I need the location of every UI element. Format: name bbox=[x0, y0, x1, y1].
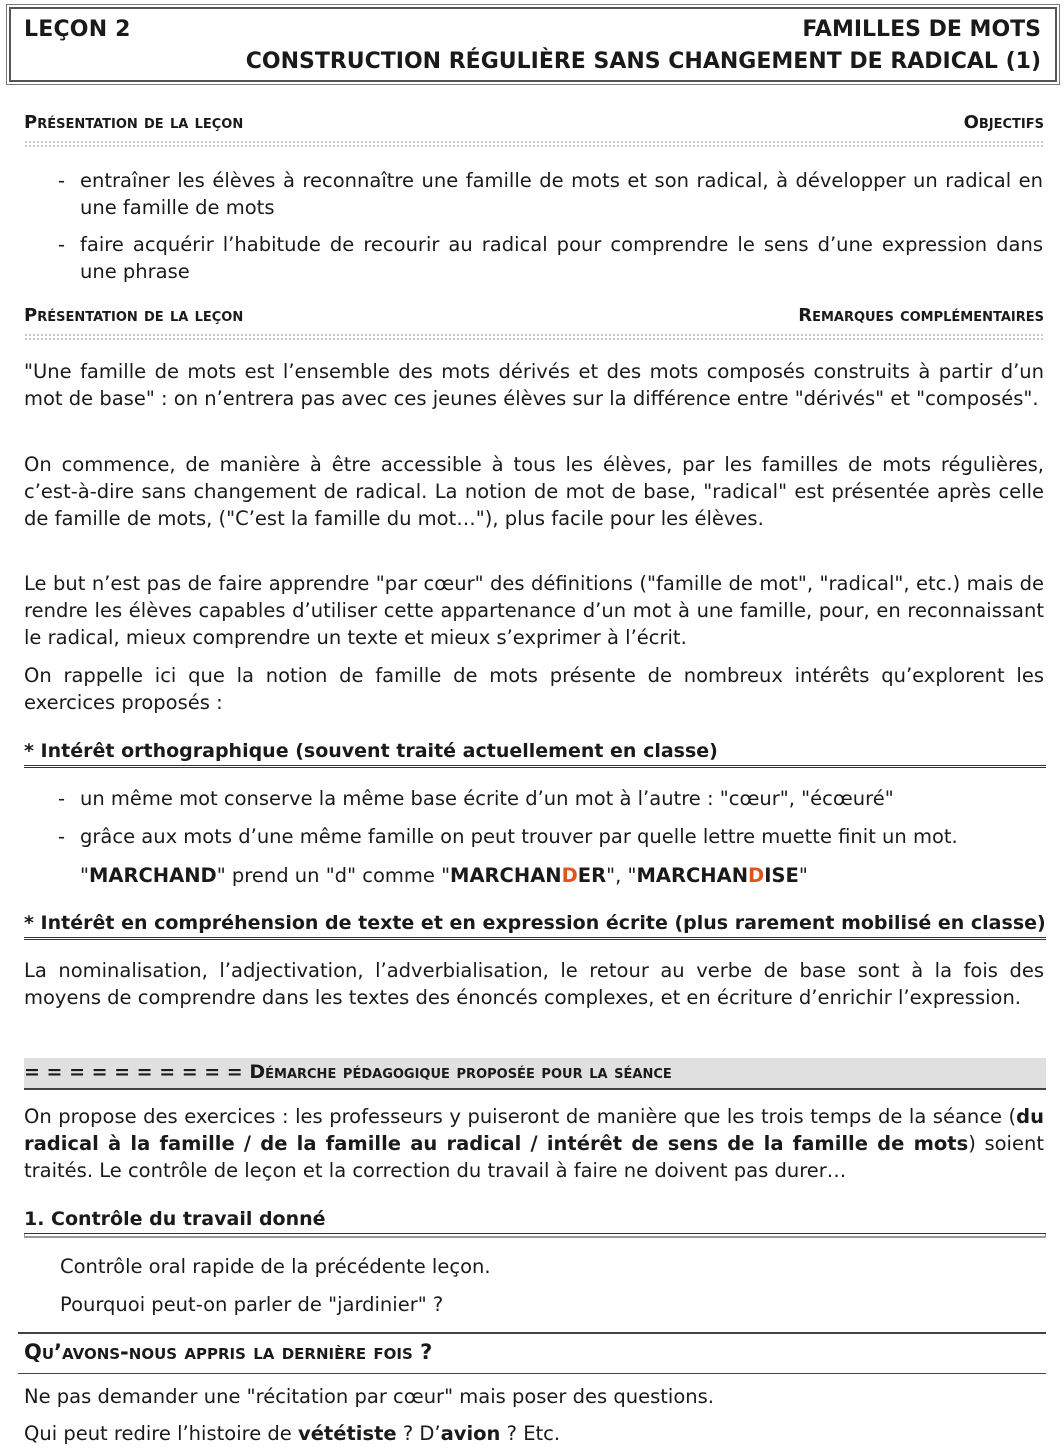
interet-orthographique-heading: * Intérêt orthographique (souvent traité actuellement en classe) bbox=[24, 740, 1046, 768]
paragraph: On commence, de manière à être accessible à tous les élèves, par les familles de mots régulières, c’est-à-dire sans changement de radical. La notion de mot de base, "radical" est présentée après celle de famille de mots, ("C’est la famille du mot…"), plus facile pour les élèves. bbox=[24, 453, 1044, 530]
derniere-divider-top bbox=[18, 1332, 1046, 1334]
section-left-label: Présentation de la leçon bbox=[24, 305, 244, 326]
dotted-divider bbox=[24, 333, 1044, 340]
controle-line: Contrôle oral rapide de la précédente leçon. bbox=[60, 1255, 491, 1278]
interet-item: - un même mot conserve la même base écrite d’un mot à l’autre : "cœur", "écœuré" bbox=[58, 787, 894, 810]
objective-item: - faire acquérir l’habitude de recourir au radical pour comprendre le sens d’une expression dans une phrase bbox=[58, 233, 1043, 283]
paragraph: On rappelle ici que la notion de famille de mots présente de nombreux intérêts qu’explorent les exercices proposés : bbox=[24, 664, 1044, 714]
paragraph: Le but n’est pas de faire apprendre "par cœur" des définitions ("famille de mot", "radical", etc.) mais de rendre les élèves capables d’utiliser cette appartenance d’un mot à une famille, pour, en reconnaissant le radical, mieux comprendre un texte et mieux s’exprimer à l’écrit. bbox=[24, 572, 1044, 649]
derniere-line: Ne pas demander une "récitation par cœur" mais poser des questions. bbox=[24, 1385, 714, 1408]
derniere-heading: Qu’avons-nous appris la dernière fois ? bbox=[24, 1340, 433, 1364]
demarche-banner bbox=[24, 1058, 1046, 1090]
lesson-number: LEÇON 2 bbox=[24, 17, 131, 42]
section-right-label: Remarques complémentaires bbox=[798, 305, 1044, 326]
lesson-title: FAMILLES DE MOTS bbox=[802, 17, 1041, 42]
controle-line: Pourquoi peut-on parler de "jardinier" ? bbox=[60, 1293, 444, 1316]
demarche-paragraph: On propose des exercices : les professeurs y puiseront de manière que les trois temps de la séance (du radical à la famille / de la famille au radical / intérêt de sens de la famille de mots) soient traités. Le contrôle de leçon et la correction du travail à faire ne doivent pas durer… bbox=[24, 1105, 1044, 1182]
lesson-subtitle: CONSTRUCTION RÉGULIÈRE SANS CHANGEMENT DE RADICAL (1) bbox=[245, 49, 1041, 74]
derniere-line: Qui peut redire l’histoire de vététiste ? D’avion ? Etc. bbox=[24, 1422, 561, 1445]
objective-item: - entraîner les élèves à reconnaître une famille de mots et son radical, à développer un radical en une famille de mots bbox=[58, 169, 1043, 219]
interet-comprehension-heading: * Intérêt en compréhension de texte et en expression écrite (plus rarement mobilisé en classe) bbox=[24, 912, 1046, 940]
section-left-label: Présentation de la leçon bbox=[24, 112, 244, 133]
section-right-label: Objectifs bbox=[963, 112, 1044, 133]
derniere-divider-bottom bbox=[18, 1373, 1046, 1374]
paragraph: La nominalisation, l’adjectivation, l’adverbialisation, le retour au verbe de base sont à la fois des moyens de comprendre dans les textes des énoncés complexes, et en écriture d’enrichir l’expression. bbox=[24, 959, 1044, 1009]
paragraph: "Une famille de mots est l’ensemble des mots dérivés et des mots composés construits à partir d’un mot de base" : on n’entrera pas avec ces jeunes élèves sur la différence entre "dérivés" et "composés". bbox=[24, 360, 1044, 410]
dotted-divider bbox=[24, 140, 1044, 147]
lesson-header bbox=[9, 7, 1057, 82]
section-objectifs-heading bbox=[24, 110, 1044, 140]
banner-prefix: = = = = = = = = = = bbox=[24, 1061, 250, 1083]
controle-heading: 1. Contrôle du travail donné bbox=[24, 1208, 1046, 1234]
banner-title: Démarche pédagogique proposée pour la séance bbox=[249, 1061, 672, 1083]
marchand-example: "MARCHAND" prend un "d" comme "MARCHANDER", "MARCHANDISE" bbox=[80, 864, 808, 887]
interet-item: - grâce aux mots d’une même famille on peut trouver par quelle lettre muette finit un mot. bbox=[58, 825, 958, 848]
section-remarques-heading bbox=[24, 303, 1044, 333]
